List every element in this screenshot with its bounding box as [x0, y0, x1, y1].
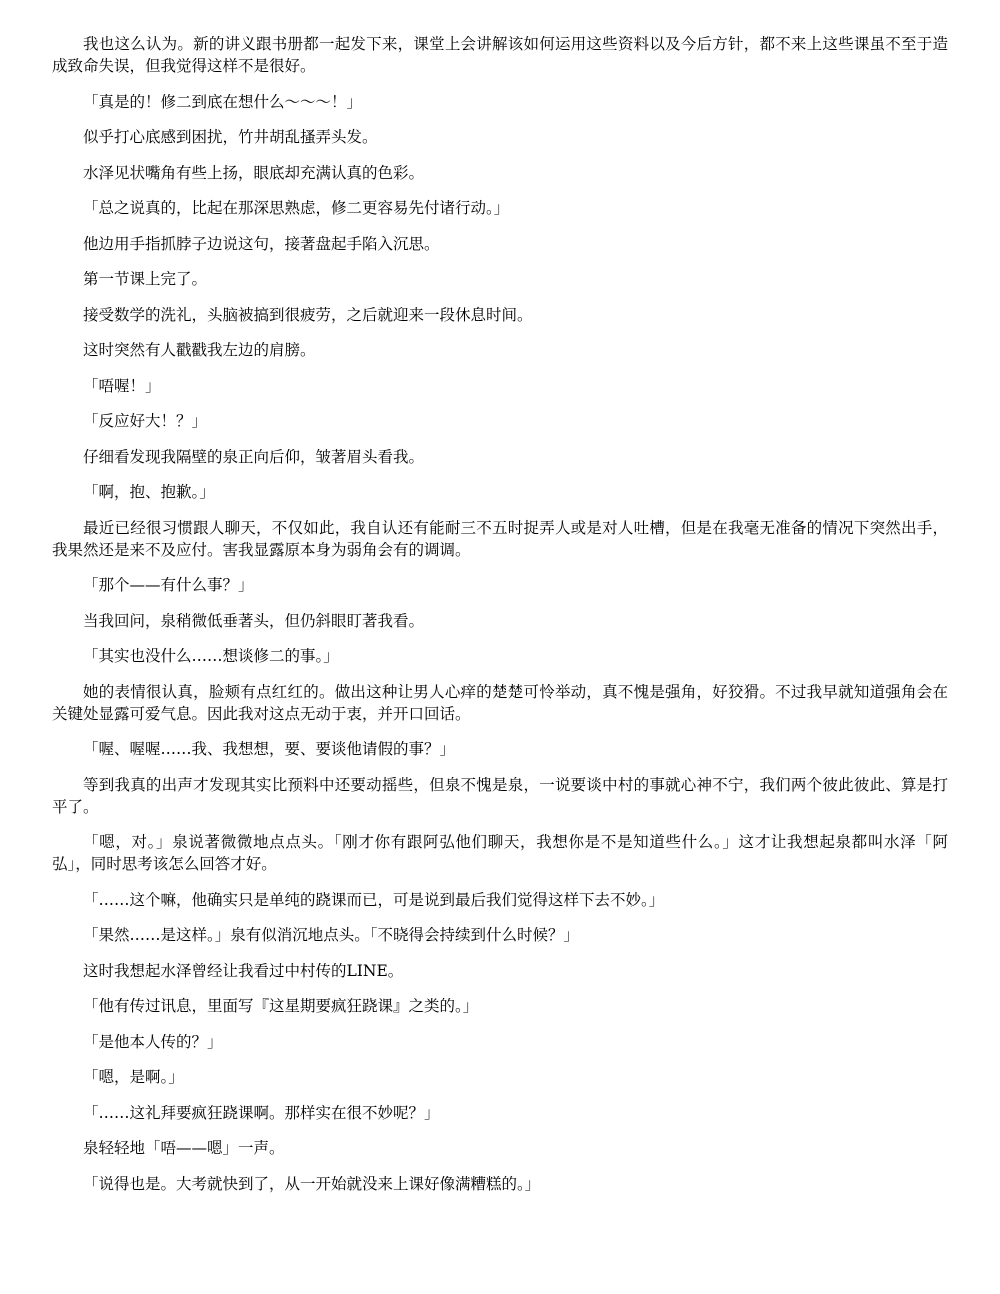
paragraph: 接受数学的洗礼，头脑被搞到很疲劳，之后就迎来一段休息时间。 — [83, 305, 533, 324]
paragraph: 似乎打心底感到困扰，竹井胡乱搔弄头发。 — [83, 128, 378, 146]
paragraph: 「真是的！修二到底在想什么～～～！」 — [83, 92, 363, 111]
paragraph: 「唔喔！」 — [83, 376, 161, 395]
paragraph: 最近已经很习惯跟人聊天，不仅如此，我自认还有能耐三不五时捉弄人或是对人吐槽，但是在我毫无准备的情况下突然出手，我果然还是来不及应付。害我显露原本身为弱角会有的调调。 — [52, 518, 948, 559]
paragraph: 第一节课上完了。 — [83, 270, 208, 288]
paragraph: 当我回问，泉稍微低垂著头，但仍斜眼盯著我看。 — [83, 611, 425, 630]
paragraph: 他边用手指抓脖子边说这句，接著盘起手陷入沉思。 — [83, 234, 440, 253]
paragraph: 仔细看发现我隔壁的泉正向后仰，皱著眉头看我。 — [83, 447, 425, 466]
paragraph: 「嗯，是啊。」 — [83, 1068, 184, 1086]
paragraph: 「喔、喔喔……我、我想想，要、要谈他请假的事？」 — [83, 740, 456, 758]
paragraph: 她的表情很认真，脸颊有点红红的。做出这种让男人心痒的楚楚可怜举动，真不愧是强角，好狡猾。不过我早就知道强角会在关键处显露可爱气息。因此我对这点无动于衷，并开口回话。 — [52, 682, 948, 723]
paragraph: 「……这礼拜要疯狂跷课啊。那样实在很不妙呢？」 — [83, 1103, 440, 1122]
paragraph: 等到我真的出声才发现其实比预料中还要动摇些，但泉不愧是泉，一说要谈中村的事就心神不宁，我们两个彼此彼此、算是打平了。 — [52, 775, 948, 816]
paragraph: 「总之说真的，比起在那深思熟虑，修二更容易先付诸行动。」 — [83, 199, 510, 217]
paragraph: 「他有传过讯息，里面写『这星期要疯狂跷课』之类的。」 — [83, 997, 479, 1015]
paragraph: 「啊，抱、抱歉。」 — [83, 483, 215, 501]
paragraph: 泉轻轻地「唔——嗯」一声。 — [83, 1139, 285, 1157]
paragraph: 「其实也没什么……想谈修二的事。」 — [83, 647, 339, 665]
paragraph: 「是他本人传的？」 — [83, 1032, 223, 1051]
paragraph: 这时突然有人戳戳我左边的肩膀。 — [83, 341, 316, 359]
paragraph: 「嗯，对。」泉说著微微地点点头。「刚才你有跟阿弘他们聊天，我想你是不是知道些什么。」这才让我想起泉都叫水泽「阿弘」，同时思考该怎么回答才好。 — [52, 833, 948, 873]
paragraph: 我也这么认为。新的讲义跟书册都一起发下来，课堂上会讲解该如何运用这些资料以及今后方针，都不来上这些课虽不至于造成致命失误，但我觉得这样不是很好。 — [52, 35, 948, 75]
paragraph: 水泽见状嘴角有些上扬，眼底却充满认真的色彩。 — [83, 163, 425, 182]
paragraph: 这时我想起水泽曾经让我看过中村传的LINE。 — [83, 961, 404, 980]
paragraph: 「果然……是这样。」泉有似消沉地点头。「不晓得会持续到什么时候？」 — [83, 926, 580, 944]
paragraph: 「……这个嘛，他确实只是单纯的跷课而已，可是说到最后我们觉得这样下去不妙。」 — [83, 890, 665, 909]
paragraph: 「那个——有什么事？」 — [83, 576, 254, 594]
paragraph: 「说得也是。大考就快到了，从一开始就没来上课好像满糟糕的。」 — [83, 1174, 541, 1193]
paragraph: 「反应好大！？」 — [83, 412, 208, 430]
